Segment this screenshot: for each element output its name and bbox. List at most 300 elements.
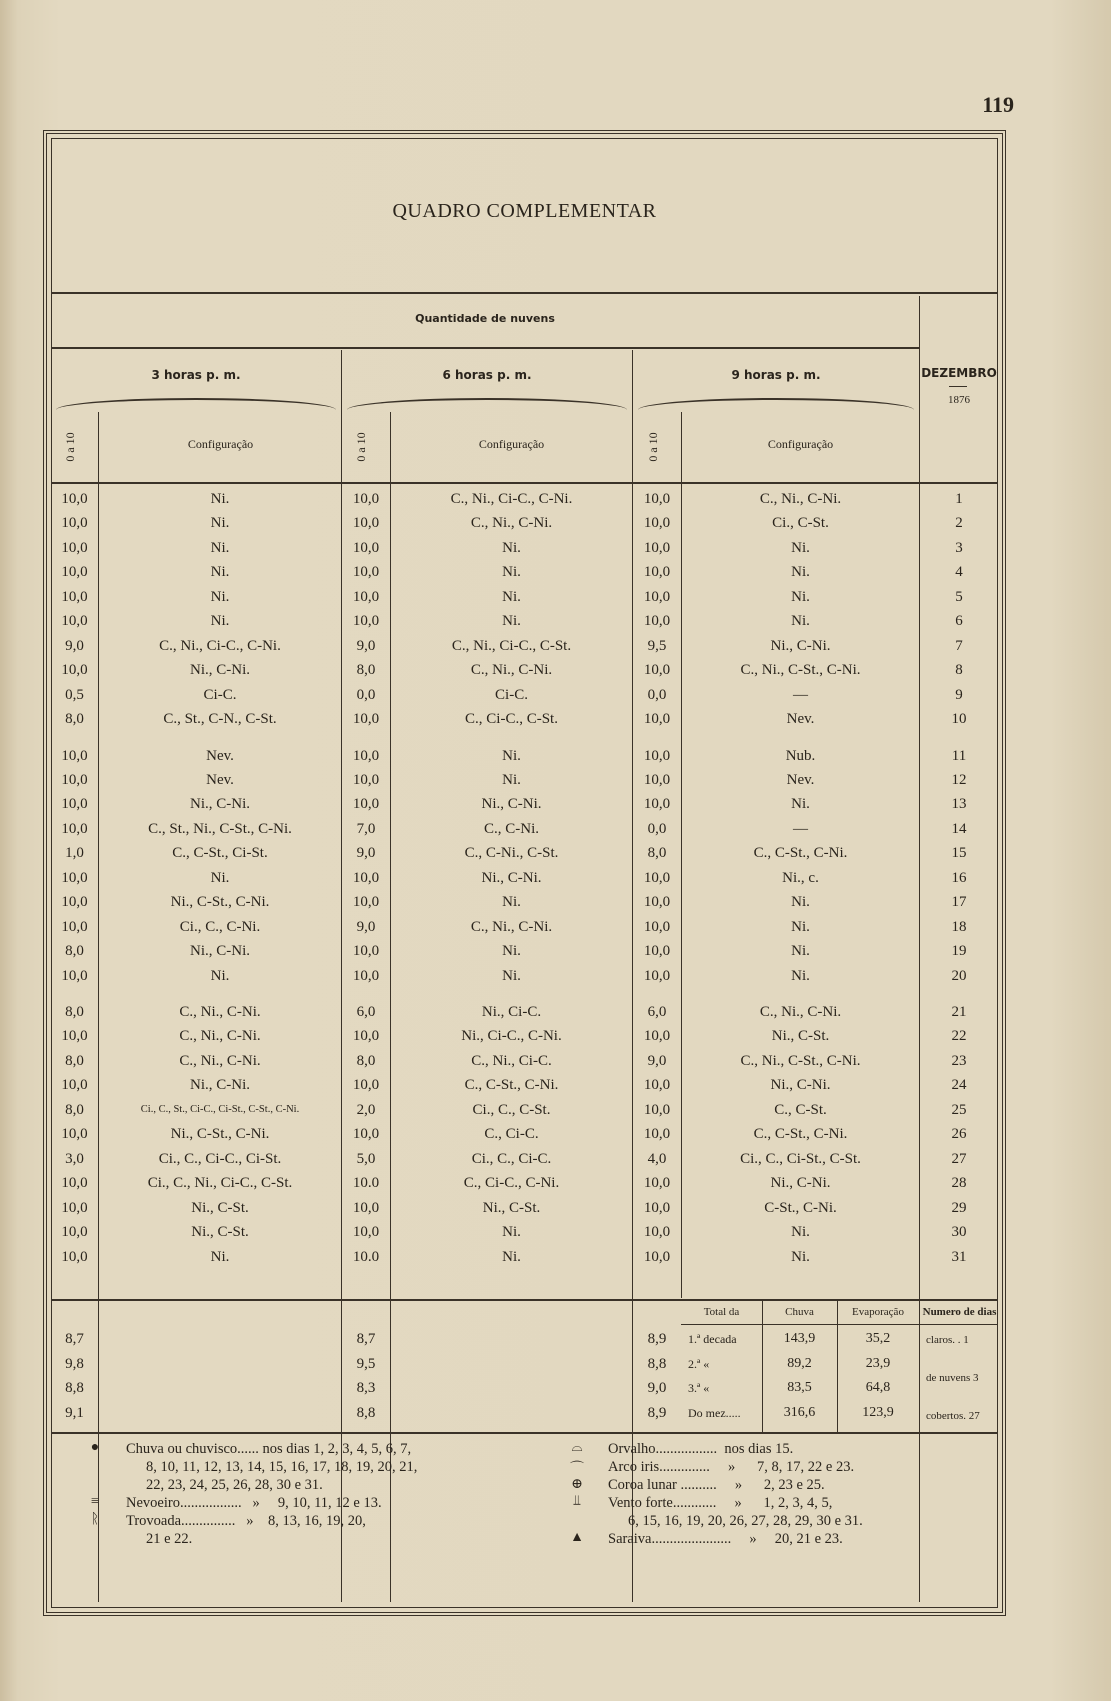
cloud-config-3pm: Ci., C., Ci-C., Ci-St. bbox=[158, 1150, 282, 1167]
cloud-config-3pm: C., C-St., Ci-St. bbox=[172, 845, 268, 862]
cloud-amount-9pm: 10,0 bbox=[643, 894, 671, 911]
cloud-amount-9pm: 10,0 bbox=[643, 1175, 671, 1192]
cloud-amount-9pm: 10,0 bbox=[643, 588, 671, 605]
cloud-config-9pm: Ni. bbox=[791, 539, 810, 556]
cloud-config-9pm: C-St., C-Ni. bbox=[764, 1199, 837, 1216]
cloud-config-9pm: Nev. bbox=[786, 771, 815, 788]
cloud-amount-6pm: 10,0 bbox=[352, 1077, 380, 1094]
period-label: 1.ª decada bbox=[688, 1332, 737, 1346]
table-row bbox=[0, 487, 1111, 511]
cloud-amount-6pm: 9,0 bbox=[356, 637, 376, 654]
cloud-config-9pm: Ni. bbox=[791, 1224, 810, 1241]
cloud-config-3pm: Ci-C. bbox=[203, 686, 237, 703]
cloud-config-3pm: Ci., C., St., Ci-C., Ci-St., C-St., C-Ni. bbox=[140, 1103, 300, 1115]
cloud-amount-9pm: 10,0 bbox=[643, 943, 671, 960]
legend-text: 6, 15, 16, 19, 20, 26, 27, 28, 29, 30 e 31. bbox=[628, 1513, 863, 1529]
cloud-amount-9pm: 10,0 bbox=[643, 1248, 671, 1265]
day-number: 16 bbox=[951, 869, 967, 886]
totals-header: Total da bbox=[703, 1306, 740, 1318]
cloud-config-3pm: Ni., C-St. bbox=[191, 1224, 249, 1241]
cloud-config-6pm: Ni. bbox=[502, 894, 521, 911]
cloud-amount-6pm: 10,0 bbox=[352, 1126, 380, 1143]
cloud-amount-6pm: 10,0 bbox=[352, 869, 380, 886]
config-header-9pm: Configuração bbox=[767, 437, 834, 451]
cloud-config-6pm: Ni. bbox=[502, 967, 521, 984]
legend-text: 22, 23, 24, 25, 26, 28, 30 e 31. bbox=[146, 1477, 323, 1493]
cloud-config-6pm: C., C-St., C-Ni. bbox=[464, 1077, 559, 1094]
table-row bbox=[0, 609, 1111, 633]
cloud-amount-3pm: 10,0 bbox=[61, 894, 88, 911]
config-header-3pm: Configuração bbox=[187, 437, 254, 451]
table-row bbox=[0, 792, 1111, 816]
cloud-config-3pm: Ni. bbox=[210, 869, 230, 886]
cloud-config-9pm: Ni. bbox=[791, 967, 810, 984]
cloud-config-6pm: Ni. bbox=[502, 943, 521, 960]
day-number: 26 bbox=[951, 1126, 967, 1143]
mean-cloud-6pm: 8,7 bbox=[356, 1331, 376, 1347]
day-number: 31 bbox=[951, 1248, 967, 1265]
cloud-amount-9pm: 9,0 bbox=[647, 1052, 667, 1069]
table-row bbox=[0, 1147, 1111, 1171]
cloud-config-6pm: Ni. bbox=[502, 1248, 521, 1265]
legend-text: 21 e 22. bbox=[146, 1531, 193, 1547]
cloud-amount-6pm: 10,0 bbox=[352, 515, 380, 532]
table-row bbox=[0, 634, 1111, 658]
cloud-config-6pm: Ni. bbox=[502, 1224, 521, 1241]
cloud-amount-9pm: 10,0 bbox=[643, 1028, 671, 1045]
table-row bbox=[0, 707, 1111, 731]
cloud-amount-6pm: 10,0 bbox=[352, 588, 380, 605]
scale-header-6pm: 0 a 10 bbox=[354, 432, 368, 462]
cloud-amount-3pm: 8,0 bbox=[65, 1052, 84, 1069]
cloud-amount-3pm: 10,0 bbox=[61, 967, 88, 984]
cloud-config-6pm: C., Ni., Ci-C. bbox=[471, 1052, 552, 1069]
cloud-amount-9pm: 10,0 bbox=[643, 747, 671, 764]
table-row bbox=[0, 841, 1111, 865]
cloud-amount-9pm: 10,0 bbox=[643, 564, 671, 581]
cloud-config-6pm: Ni. bbox=[502, 771, 521, 788]
table-row bbox=[0, 1000, 1111, 1024]
mean-cloud-3pm: 9,8 bbox=[65, 1355, 84, 1372]
fog-symbol-icon: ≡ bbox=[91, 1494, 99, 1509]
legend-text: Trovoada............... » 8, 13, 16, 19, 20, bbox=[126, 1513, 366, 1529]
cloud-amount-6pm: 10,0 bbox=[352, 711, 380, 728]
cloud-amount-9pm: 10,0 bbox=[643, 711, 671, 728]
cloud-amount-3pm: 10,0 bbox=[61, 1224, 88, 1241]
day-number: 4 bbox=[955, 564, 963, 581]
cloud-amount-9pm: 10,0 bbox=[643, 613, 671, 630]
cloud-config-3pm: Nev. bbox=[206, 771, 234, 788]
cloud-amount-6pm: 9,0 bbox=[356, 845, 376, 862]
cloud-amount-9pm: 10,0 bbox=[643, 1077, 671, 1094]
page-number: 119 bbox=[982, 92, 1014, 117]
cloud-config-6pm: C., Ci-C., C-Ni. bbox=[463, 1175, 560, 1192]
legend-strong-wind bbox=[608, 1494, 998, 1530]
cloud-amount-6pm: 8,0 bbox=[356, 1052, 376, 1069]
legend-text: Chuva ou chuvisco...... nos dias 1, 2, 3, 4, 5, 6, 7, bbox=[126, 1441, 412, 1457]
cloud-amount-6pm: 10,0 bbox=[352, 771, 380, 788]
cloud-amount-9pm: 10,0 bbox=[643, 1199, 671, 1216]
cloud-amount-3pm: 10,0 bbox=[61, 820, 88, 837]
day-number: 19 bbox=[951, 943, 967, 960]
cloud-amount-3pm: 10,0 bbox=[61, 771, 88, 788]
cloud-amount-3pm: 10,0 bbox=[61, 613, 88, 630]
day-number: 17 bbox=[951, 894, 967, 911]
cloud-config-9pm: — bbox=[793, 820, 808, 837]
config-header-6pm: Configuração bbox=[478, 437, 545, 451]
table-row bbox=[0, 1098, 1111, 1122]
cloud-amount-6pm: 10,0 bbox=[352, 1224, 380, 1241]
day-number: 12 bbox=[951, 771, 967, 788]
cloud-amount-3pm: 8,0 bbox=[65, 943, 84, 960]
day-number: 5 bbox=[955, 588, 963, 605]
cloud-config-9pm: C., C-St., C-Ni. bbox=[753, 1126, 848, 1143]
cloud-config-6pm: Ci-C. bbox=[495, 686, 528, 703]
table-row bbox=[0, 1220, 1111, 1244]
day-number: 1 bbox=[955, 491, 963, 507]
mean-cloud-9pm: 8,8 bbox=[647, 1355, 667, 1372]
cloud-amount-9pm: 0,0 bbox=[647, 686, 667, 703]
legend-thunder bbox=[126, 1512, 546, 1548]
mean-cloud-9pm: 8,9 bbox=[647, 1331, 667, 1347]
cloud-config-6pm: Ci., C., C-St. bbox=[472, 1101, 551, 1118]
rain-total: 143,9 bbox=[783, 1331, 816, 1346]
cloud-config-9pm: Ni. bbox=[791, 918, 810, 935]
day-number: 2 bbox=[955, 515, 963, 532]
group-header-rule bbox=[51, 347, 919, 349]
day-number: 3 bbox=[955, 539, 963, 556]
cloud-amount-6pm: 8,0 bbox=[356, 662, 376, 679]
cloud-config-9pm: Ci., C-St. bbox=[772, 515, 829, 532]
cloud-amount-9pm: 10,0 bbox=[643, 1126, 671, 1143]
overcast-days: cobertos. 27 bbox=[926, 1410, 980, 1422]
cloud-amount-6pm: 10.0 bbox=[352, 1175, 380, 1192]
table-row bbox=[0, 1049, 1111, 1073]
table-row bbox=[0, 1024, 1111, 1048]
cloud-amount-3pm: 10,0 bbox=[61, 1248, 88, 1265]
month-year-divider bbox=[949, 386, 967, 387]
cloud-config-9pm: Ni., C-Ni. bbox=[770, 1175, 831, 1192]
scale-header-9pm: 0 a 10 bbox=[646, 432, 660, 462]
time-header-9pm: 9 horas p. m. bbox=[731, 368, 821, 382]
cloud-amount-9pm: 10,0 bbox=[643, 1101, 671, 1118]
cloud-config-9pm: Ni. bbox=[791, 613, 810, 630]
scale-header-3pm: 0 a 10 bbox=[63, 432, 77, 462]
table-row bbox=[0, 744, 1111, 768]
cloud-config-6pm: C., Ni., Ci-C., C-Ni. bbox=[450, 491, 573, 507]
cloud-config-3pm: Ni., C-Ni. bbox=[190, 796, 250, 813]
cloud-config-9pm: Ni. bbox=[791, 1248, 810, 1265]
cloud-config-9pm: Ni., c. bbox=[782, 869, 819, 886]
cloud-amount-6pm: 10,0 bbox=[352, 539, 380, 556]
hail-symbol-icon: ▲ bbox=[570, 1530, 584, 1545]
table-row bbox=[0, 1073, 1111, 1097]
table-row bbox=[0, 939, 1111, 963]
cloud-config-9pm: C., Ni., C-Ni. bbox=[759, 491, 842, 507]
cloud-amount-6pm: 0,0 bbox=[356, 686, 376, 703]
cloud-config-9pm: Nev. bbox=[786, 711, 815, 728]
cloud-config-6pm: Ni. bbox=[502, 539, 521, 556]
legend-top-rule bbox=[51, 1432, 998, 1434]
cloud-amount-3pm: 1,0 bbox=[65, 845, 84, 862]
page-title: QUADRO COMPLEMENTAR bbox=[392, 200, 657, 222]
cloud-config-6pm: Ni., Ci-C. bbox=[481, 1004, 542, 1020]
cloud-config-6pm: C., C-Ni. bbox=[483, 820, 539, 837]
cloud-config-9pm: — bbox=[793, 686, 808, 703]
cloud-config-6pm: C., C-Ni., C-St. bbox=[464, 845, 559, 862]
rain-total: 316,6 bbox=[783, 1404, 816, 1420]
day-number: 20 bbox=[951, 967, 967, 984]
cloud-amount-3pm: 10,0 bbox=[61, 869, 88, 886]
cloud-config-3pm: Ni. bbox=[210, 491, 230, 507]
day-number: 6 bbox=[955, 613, 963, 630]
cloud-amount-6pm: 10,0 bbox=[352, 894, 380, 911]
cloud-amount-6pm: 5,0 bbox=[356, 1150, 376, 1167]
column-header-rule bbox=[51, 482, 998, 484]
cloud-config-9pm: Ni. bbox=[791, 588, 810, 605]
cloud-config-3pm: Ni., C-Ni. bbox=[190, 943, 250, 960]
cloud-amount-6pm: 2,0 bbox=[356, 1101, 376, 1118]
cloud-amount-3pm: 10,0 bbox=[61, 796, 88, 813]
cloud-config-6pm: Ni., C-St. bbox=[482, 1199, 541, 1216]
cloud-quantity-header: Quantidade de nuvens bbox=[415, 312, 555, 325]
day-number: 15 bbox=[951, 845, 967, 862]
table-row bbox=[0, 964, 1111, 988]
legend-rainbow: Arco iris.............. » 7, 8, 17, 22 e 23. bbox=[608, 1459, 855, 1475]
day-number: 27 bbox=[951, 1150, 967, 1167]
cloud-amount-6pm: 10,0 bbox=[352, 967, 380, 984]
cloud-config-3pm: Ni. bbox=[210, 967, 230, 984]
cloud-config-6pm: Ni. bbox=[502, 613, 521, 630]
legend-text: Vento forte............ » 1, 2, 3, 4, 5, bbox=[608, 1495, 833, 1511]
table-row bbox=[0, 768, 1111, 792]
table-row bbox=[0, 683, 1111, 707]
cloud-config-3pm: Nev. bbox=[206, 747, 234, 764]
cloud-config-3pm: Ni. bbox=[210, 539, 230, 556]
cloud-config-6pm: Ni. bbox=[502, 564, 521, 581]
table-row bbox=[0, 817, 1111, 841]
cloud-config-9pm: Ni., C-Ni. bbox=[770, 637, 831, 654]
cloud-config-9pm: Nub. bbox=[785, 747, 816, 764]
cloud-amount-9pm: 6,0 bbox=[647, 1004, 667, 1020]
cloud-amount-6pm: 10,0 bbox=[352, 613, 380, 630]
cloud-config-6pm: Ci., C., Ci-C. bbox=[471, 1150, 552, 1167]
cloud-config-3pm: Ni., C-Ni. bbox=[190, 1077, 250, 1094]
cloud-config-3pm: Ni., C-St., C-Ni. bbox=[170, 894, 270, 911]
cloud-config-3pm: C., Ni., C-Ni. bbox=[179, 1028, 261, 1045]
day-number: 30 bbox=[951, 1224, 967, 1241]
cloud-amount-3pm: 10,0 bbox=[61, 1126, 88, 1143]
cloud-config-9pm: C., Ni., C-Ni. bbox=[759, 1004, 842, 1020]
cloud-config-3pm: Ni. bbox=[210, 515, 230, 532]
cloud-config-3pm: Ni., C-St., C-Ni. bbox=[170, 1126, 270, 1143]
year-header: 1876 bbox=[948, 394, 970, 406]
strong-wind-symbol-icon: ⫫ bbox=[573, 1494, 581, 1509]
legend-lunar-corona: Coroa lunar .......... » 2, 23 e 25. bbox=[608, 1477, 825, 1493]
cloud-amount-3pm: 10,0 bbox=[61, 1175, 88, 1192]
cloud-config-3pm: Ci., C., Ni., Ci-C., C-St. bbox=[147, 1175, 293, 1192]
cloud-config-6pm: Ni., C-Ni. bbox=[481, 796, 542, 813]
mean-cloud-3pm: 8,8 bbox=[65, 1380, 84, 1396]
cloud-config-6pm: Ni. bbox=[502, 747, 521, 764]
cloud-amount-3pm: 3,0 bbox=[65, 1150, 84, 1167]
cloud-config-9pm: C., C-St. bbox=[774, 1101, 827, 1118]
legend-text: 8, 10, 11, 12, 13, 14, 15, 16, 17, 18, 19, 20, 21, bbox=[146, 1459, 418, 1475]
cloud-config-3pm: Ni. bbox=[210, 588, 230, 605]
cloud-amount-9pm: 9,5 bbox=[647, 637, 667, 654]
cloud-config-9pm: Ni. bbox=[791, 943, 810, 960]
month-header: DEZEMBRO bbox=[921, 366, 997, 380]
cloud-config-3pm: C., Ni., C-Ni. bbox=[179, 1004, 261, 1020]
totals-top-rule bbox=[51, 1299, 998, 1301]
day-number: 18 bbox=[951, 918, 967, 935]
mean-cloud-9pm: 8,9 bbox=[647, 1404, 667, 1421]
cloud-config-9pm: Ni. bbox=[791, 564, 810, 581]
cloud-config-9pm: C., Ni., C-St., C-Ni. bbox=[740, 662, 861, 679]
cloud-amount-3pm: 10,0 bbox=[61, 1077, 88, 1094]
cloud-config-9pm: Ni., C-St. bbox=[771, 1028, 830, 1045]
day-number: 24 bbox=[951, 1077, 967, 1094]
cloud-amount-6pm: 10,0 bbox=[352, 943, 380, 960]
header-top-rule bbox=[51, 292, 998, 294]
cloud-config-9pm: Ni., C-Ni. bbox=[770, 1077, 831, 1094]
cloud-config-6pm: C., Ni., C-Ni. bbox=[470, 515, 553, 532]
cloud-config-9pm: C., C-St., C-Ni. bbox=[753, 845, 848, 862]
legend-fog: Nevoeiro................. » 9, 10, 11, 12 e 13. bbox=[126, 1495, 382, 1511]
cloud-amount-9pm: 4,0 bbox=[647, 1150, 667, 1167]
cloud-amount-9pm: 10,0 bbox=[643, 662, 671, 679]
cloud-config-3pm: Ni. bbox=[210, 613, 230, 630]
mean-cloud-6pm: 8,8 bbox=[356, 1404, 376, 1421]
cloud-amount-3pm: 10,0 bbox=[61, 515, 88, 532]
days-count-header: Numero de dias bbox=[922, 1306, 997, 1318]
cloud-config-6pm: C., Ni., C-Ni. bbox=[470, 662, 553, 679]
cloud-amount-3pm: 8,0 bbox=[65, 1004, 84, 1020]
thunder-symbol-icon: ᚱ bbox=[90, 1512, 100, 1527]
cloud-amount-6pm: 10,0 bbox=[352, 1199, 380, 1216]
day-number: 9 bbox=[955, 686, 963, 703]
table-row bbox=[0, 1122, 1111, 1146]
dew-symbol-icon: ⌓ bbox=[571, 1440, 583, 1455]
time-header-3pm: 3 horas p. m. bbox=[151, 368, 241, 382]
cloud-config-6pm: C., Ci-C., C-St. bbox=[465, 711, 558, 728]
cloud-amount-9pm: 10,0 bbox=[643, 967, 671, 984]
cloud-amount-6pm: 10,0 bbox=[352, 564, 380, 581]
cloud-amount-3pm: 10,0 bbox=[61, 1199, 88, 1216]
cloud-amount-3pm: 10,0 bbox=[61, 491, 88, 507]
cloud-amount-6pm: 7,0 bbox=[356, 820, 376, 837]
cloud-amount-3pm: 10,0 bbox=[61, 662, 88, 679]
evaporation-total: 35,2 bbox=[865, 1331, 891, 1346]
day-number: 23 bbox=[951, 1052, 967, 1069]
mean-cloud-9pm: 9,0 bbox=[647, 1380, 667, 1396]
cloud-config-3pm: Ni., C-Ni. bbox=[190, 662, 250, 679]
day-number: 8 bbox=[955, 662, 963, 679]
cloud-amount-6pm: 10,0 bbox=[352, 796, 380, 813]
rain-header: Chuva bbox=[785, 1306, 814, 1318]
table-row bbox=[0, 658, 1111, 682]
evaporation-total: 23,9 bbox=[865, 1355, 891, 1371]
cloud-config-3pm: Ci., C., C-Ni. bbox=[179, 918, 261, 935]
cloud-config-9pm: C., Ni., C-St., C-Ni. bbox=[740, 1052, 861, 1069]
table-row bbox=[0, 1196, 1111, 1220]
day-number: 7 bbox=[955, 637, 963, 654]
totals-header-rule bbox=[681, 1324, 998, 1325]
day-number: 10 bbox=[951, 711, 967, 728]
cloud-config-9pm: Ni. bbox=[791, 796, 810, 813]
legend-rain bbox=[126, 1440, 546, 1494]
cloud-config-3pm: C., Ni., C-Ni. bbox=[179, 1052, 261, 1069]
cloud-amount-9pm: 10,0 bbox=[643, 771, 671, 788]
cloud-config-3pm: C., Ni., Ci-C., C-Ni. bbox=[159, 637, 281, 654]
clear-days: claros. . 1 bbox=[926, 1334, 969, 1346]
period-label: Do mez..... bbox=[688, 1405, 741, 1420]
cloud-amount-3pm: 8,0 bbox=[65, 711, 84, 728]
cloud-config-6pm: Ni., C-Ni. bbox=[481, 869, 542, 886]
cloud-amount-9pm: 10,0 bbox=[643, 869, 671, 886]
rain-total: 83,5 bbox=[787, 1380, 812, 1395]
mean-cloud-3pm: 8,7 bbox=[65, 1331, 84, 1347]
day-number: 11 bbox=[951, 747, 967, 764]
cloud-amount-6pm: 10,0 bbox=[352, 1028, 380, 1045]
cloud-amount-6pm: 10,0 bbox=[352, 491, 380, 507]
cloud-amount-9pm: 8,0 bbox=[647, 845, 667, 862]
lunar-corona-symbol-icon: ⊕ bbox=[571, 1477, 583, 1492]
mean-cloud-6pm: 9,5 bbox=[356, 1355, 376, 1372]
cloud-amount-3pm: 8,0 bbox=[65, 1101, 84, 1118]
legend-dew: Orvalho................. nos dias 15. bbox=[608, 1441, 794, 1457]
table-row bbox=[0, 536, 1111, 560]
table-row bbox=[0, 1245, 1111, 1269]
cloud-config-3pm: Ni. bbox=[210, 564, 230, 581]
cloud-amount-3pm: 10,0 bbox=[61, 918, 88, 935]
day-number: 22 bbox=[951, 1028, 967, 1045]
cloud-amount-3pm: 0,5 bbox=[65, 686, 84, 703]
time-header-6pm: 6 horas p. m. bbox=[442, 368, 532, 382]
period-label: 2.ª « bbox=[688, 1356, 710, 1371]
table-row bbox=[0, 511, 1111, 535]
table-row bbox=[0, 890, 1111, 914]
table-row bbox=[0, 560, 1111, 584]
legend-hail: Saraiva...................... » 20, 21 e 23. bbox=[608, 1531, 843, 1547]
cloud-amount-3pm: 10,0 bbox=[61, 539, 88, 556]
mean-cloud-3pm: 9,1 bbox=[65, 1404, 84, 1421]
cloudy-days: de nuvens 3 bbox=[926, 1372, 979, 1384]
period-label: 3.ª « bbox=[688, 1381, 710, 1395]
cloud-config-3pm: C., St., C-N., C-St. bbox=[163, 711, 277, 728]
cloud-amount-9pm: 10,0 bbox=[643, 515, 671, 532]
table-row bbox=[0, 866, 1111, 890]
cloud-config-6pm: Ni. bbox=[502, 588, 521, 605]
cloud-amount-6pm: 9,0 bbox=[356, 918, 376, 935]
cloud-config-6pm: C., Ni., Ci-C., C-St. bbox=[451, 637, 572, 654]
day-number: 14 bbox=[951, 820, 967, 837]
rainbow-symbol-icon: ⌒ bbox=[570, 1462, 584, 1477]
cloud-config-6pm: C., Ci-C. bbox=[484, 1126, 539, 1143]
cloud-config-9pm: Ni. bbox=[791, 894, 810, 911]
evaporation-total: 64,8 bbox=[865, 1380, 891, 1395]
cloud-amount-3pm: 10,0 bbox=[61, 747, 88, 764]
day-number: 25 bbox=[951, 1101, 967, 1118]
cloud-amount-3pm: 10,0 bbox=[61, 1028, 88, 1045]
table-row bbox=[0, 585, 1111, 609]
day-number: 21 bbox=[951, 1004, 967, 1020]
cloud-amount-9pm: 10,0 bbox=[643, 491, 671, 507]
cloud-config-3pm: Ni., C-St. bbox=[191, 1199, 249, 1216]
cloud-amount-6pm: 6,0 bbox=[356, 1004, 376, 1020]
cloud-config-6pm: C., Ni., C-Ni. bbox=[470, 918, 553, 935]
cloud-amount-9pm: 10,0 bbox=[643, 796, 671, 813]
